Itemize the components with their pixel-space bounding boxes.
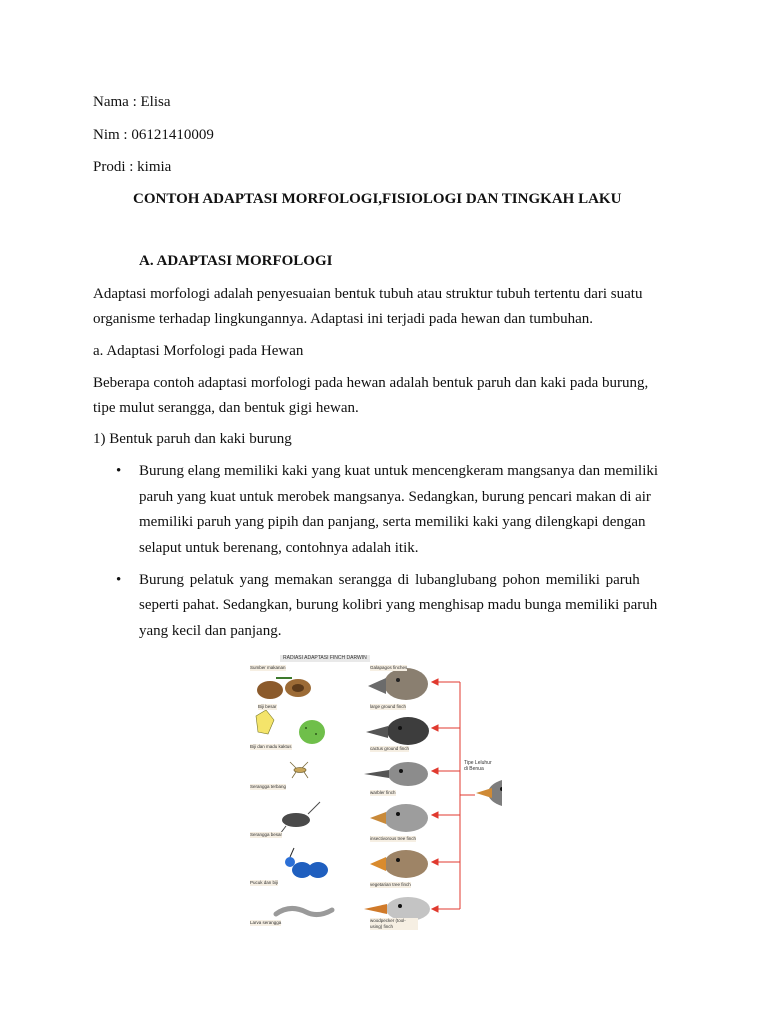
buds-illustration [285, 848, 328, 878]
student-nim: Nim : 06121410009 [93, 127, 214, 143]
finch-label: large ground finch [370, 704, 407, 709]
intro-line-2: organisme terhadap lingkungannya. Adaptasi ini terjadi pada hewan dan tumbuhan. [93, 311, 594, 327]
finch-label: vegetarian tree finch [370, 882, 411, 887]
bullet-line: Burung pelatuk yang memakan serangga di lubanglubang pohon memiliki paruh [139, 572, 640, 588]
finch-head-cactus-ground [366, 717, 429, 745]
finch-header: Galapagos finches [370, 665, 408, 670]
food-header: Sumber makanan [250, 665, 286, 670]
finch-label: warbler finch [370, 790, 396, 795]
flying-insect-illustration [290, 762, 308, 778]
hewan-line-1: Beberapa contoh adaptasi morfologi pada hewan adalah bentuk paruh dan kaki pada burung, [93, 375, 649, 391]
intro-line-1: Adaptasi morfologi adalah penyesuaian bentuk tubuh atau struktur tubuh tertentu dari suatu [93, 286, 643, 302]
food-label: Biji besar [258, 704, 277, 709]
bullet-line: memiliki paruh yang pipih dan panjang, serta memiliki kaki yang dilengkapi dengan [139, 514, 646, 530]
ancestor-arrows [432, 679, 475, 912]
bullet-icon: • [116, 572, 122, 588]
document-title: CONTOH ADAPTASI MORFOLOGI,FISIOLOGI DAN TINGKAH LAKU [133, 191, 622, 207]
finch-head-warbler [364, 762, 428, 786]
bullet-line: Burung elang memiliki kaki yang kuat untuk mencengkeram mangsanya dan memiliki [139, 463, 659, 479]
hewan-line-2: tipe mulut serangga, dan bentuk gigi hewan. [93, 400, 359, 416]
bullet-line: yang kecil dan panjang. [139, 623, 282, 639]
point-heading-1: 1) Bentuk paruh dan kaki burung [93, 431, 292, 447]
section-heading-a: A. ADAPTASI MORFOLOGI [139, 253, 333, 269]
ancestor-label: Tipe Leluhur di Benua [464, 760, 492, 772]
cactus-flower-illustration [256, 710, 325, 744]
food-label: Biji dan madu kaktus [250, 744, 292, 749]
larva-illustration [276, 908, 332, 914]
food-label: Pucuk dan biji [250, 880, 279, 885]
finch-head-large-ground [368, 668, 428, 700]
seed-illustration [257, 678, 311, 699]
finch-head-insectivorous-tree [370, 804, 428, 832]
bullet-line: selaput untuk berenang, contohnya adalah itik. [139, 540, 419, 556]
bullet-icon: • [116, 463, 122, 479]
bullet-line: paruh yang kuat untuk merobek mangsanya. Sedangkan, burung pencari makan di air [139, 489, 651, 505]
subsection-heading: a. Adaptasi Morfologi pada Hewan [93, 343, 304, 359]
food-label: Serangga terbang [250, 784, 287, 789]
food-label: Larva serangga [250, 920, 282, 925]
student-name: Nama : Elisa [93, 94, 171, 110]
darwin-finch-figure [246, 652, 502, 934]
finch-label: insectivorous tree finch [370, 836, 417, 841]
food-label: Serangga besar [250, 832, 283, 837]
large-insect-illustration [280, 802, 320, 834]
student-prodi: Prodi : kimia [93, 159, 172, 175]
figure-title: RADIASI ADAPTASI FINCH DARWIN [280, 655, 370, 662]
finch-label: woodpecker (tool-using) finch [370, 918, 418, 930]
finch-label: cactus ground finch [370, 746, 410, 751]
bullet-line: seperti pahat. Sedangkan, burung kolibri yang menghisap madu bunga memiliki paruh [139, 597, 658, 613]
finch-head-vegetarian-tree [370, 850, 428, 878]
finch-head-ancestor [476, 778, 502, 808]
